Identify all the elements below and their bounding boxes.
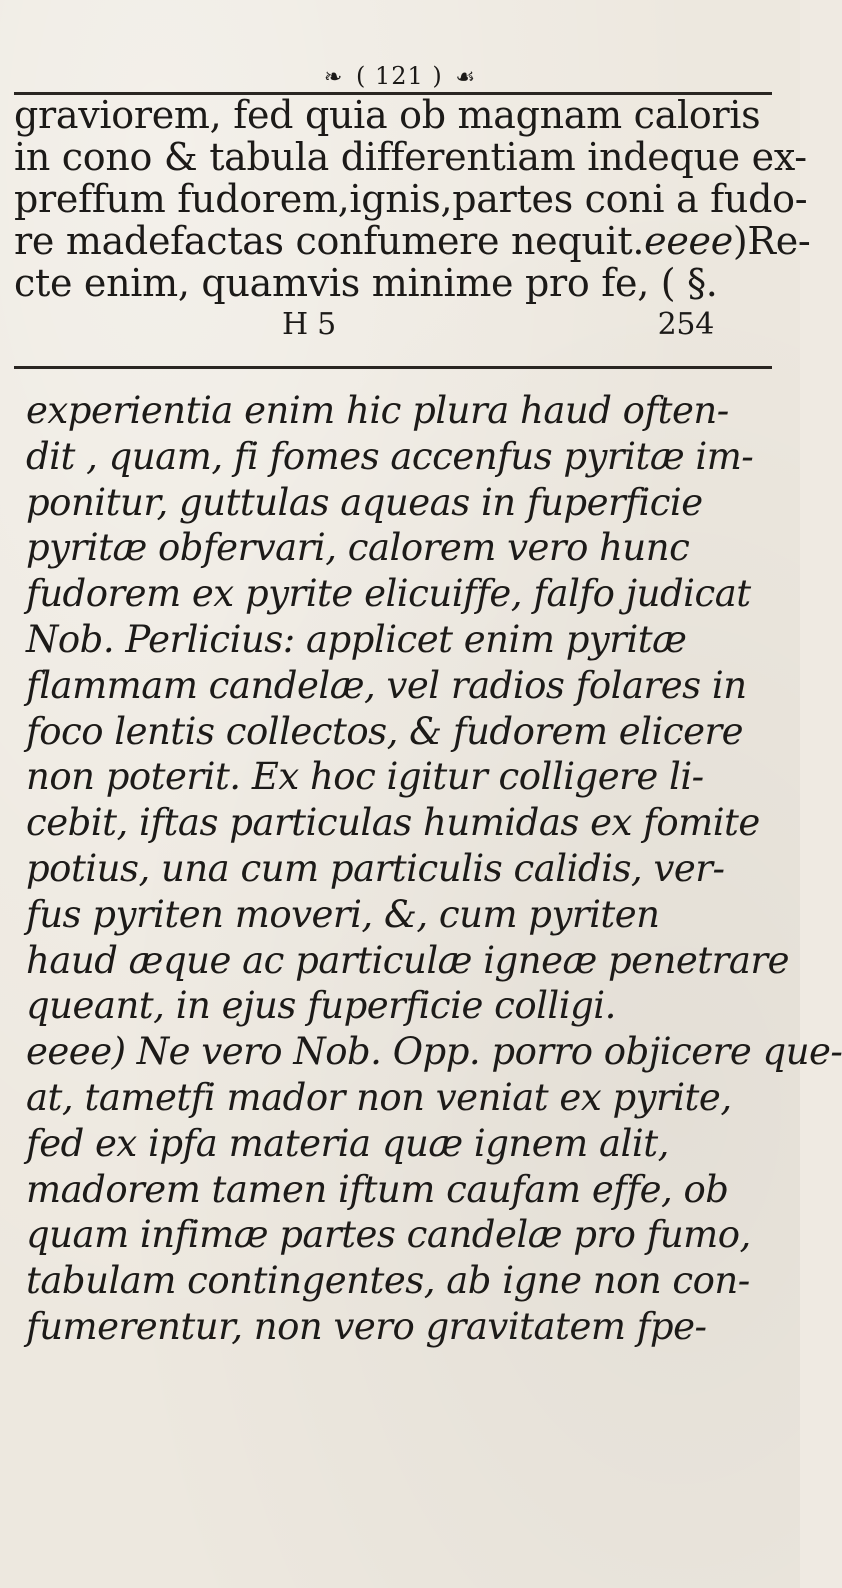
text-line: graviorem, fed quia ob magnam caloris — [14, 93, 761, 137]
note-line: fus pyriten moveri, &, cum pyriten — [26, 892, 660, 936]
ornament-left-icon: ❧ — [323, 65, 344, 90]
text-line: cte enim, quamvis minime pro fe, ( §. — [14, 261, 718, 305]
note-line: at, tametfi mador non veniat ex pyrite, — [26, 1075, 732, 1119]
note-line: eeee) Ne vero Nob. Opp. porro objicere que- — [26, 1030, 842, 1074]
note-line: potius, una cum particulis calidis, ver- — [26, 846, 725, 890]
text-line: preffum fudorem,ignis,partes coni a fudo- — [14, 177, 808, 221]
note-line: experientia enim hic plura haud often- — [26, 389, 729, 432]
page-header — [0, 62, 800, 90]
note-line: fumerentur, non vero gravitatem fpe- — [26, 1304, 707, 1348]
text-line: in cono & tabula differentiam indeque ex- — [14, 135, 807, 179]
ornament-right-icon: ☙ — [455, 65, 477, 90]
note-line: haud æque ac particulæ igneæ penetrare — [26, 938, 790, 982]
main-text — [14, 93, 811, 346]
page-number: ( 121 ) — [355, 62, 443, 90]
note-line: flammam candelæ, vel radios folares in — [26, 663, 747, 707]
footnote-text — [26, 388, 842, 1350]
catchword: 254 — [657, 307, 714, 342]
note-line: fudorem ex pyrite elicuiffe, falfo judicat — [26, 572, 751, 616]
note-line: fed ex ipfa materia quæ ignem alit, — [26, 1121, 669, 1165]
note-line: ponitur, guttulas aqueas in fuperficie — [26, 480, 703, 524]
note-line: Nob. Perlicius: applicet enim pyritæ — [26, 617, 687, 661]
note-line: non poterit. Ex hoc igitur colligere li- — [26, 755, 704, 799]
footnote-marker: eeee — [644, 219, 733, 263]
note-line: quam infimæ partes candelæ pro fumo, — [26, 1213, 751, 1257]
note-line: cebit, iftas particulas humidas ex fomite — [26, 801, 760, 845]
note-line: dit , quam, fi fomes accenfus pyritæ im- — [26, 434, 754, 478]
text-line-tail: )Re- — [732, 219, 811, 263]
signature-line — [14, 304, 774, 346]
note-line: madorem tamen iftum caufam effe, ob — [26, 1167, 729, 1211]
note-line: tabulam contingentes, ab igne non con- — [26, 1259, 750, 1303]
text-line-start: re madefactas confumere nequit. — [14, 219, 645, 263]
signature-mark: H 5 — [282, 307, 336, 342]
note-line: pyritæ obfervari, calorem vero hunc — [26, 526, 690, 570]
note-line: queant, in ejus fuperficie colligi. — [26, 984, 616, 1028]
text-line — [14, 219, 811, 263]
note-line: foco lentis collectos, & fudorem elicere — [26, 709, 744, 753]
footnote-rule — [14, 366, 772, 369]
